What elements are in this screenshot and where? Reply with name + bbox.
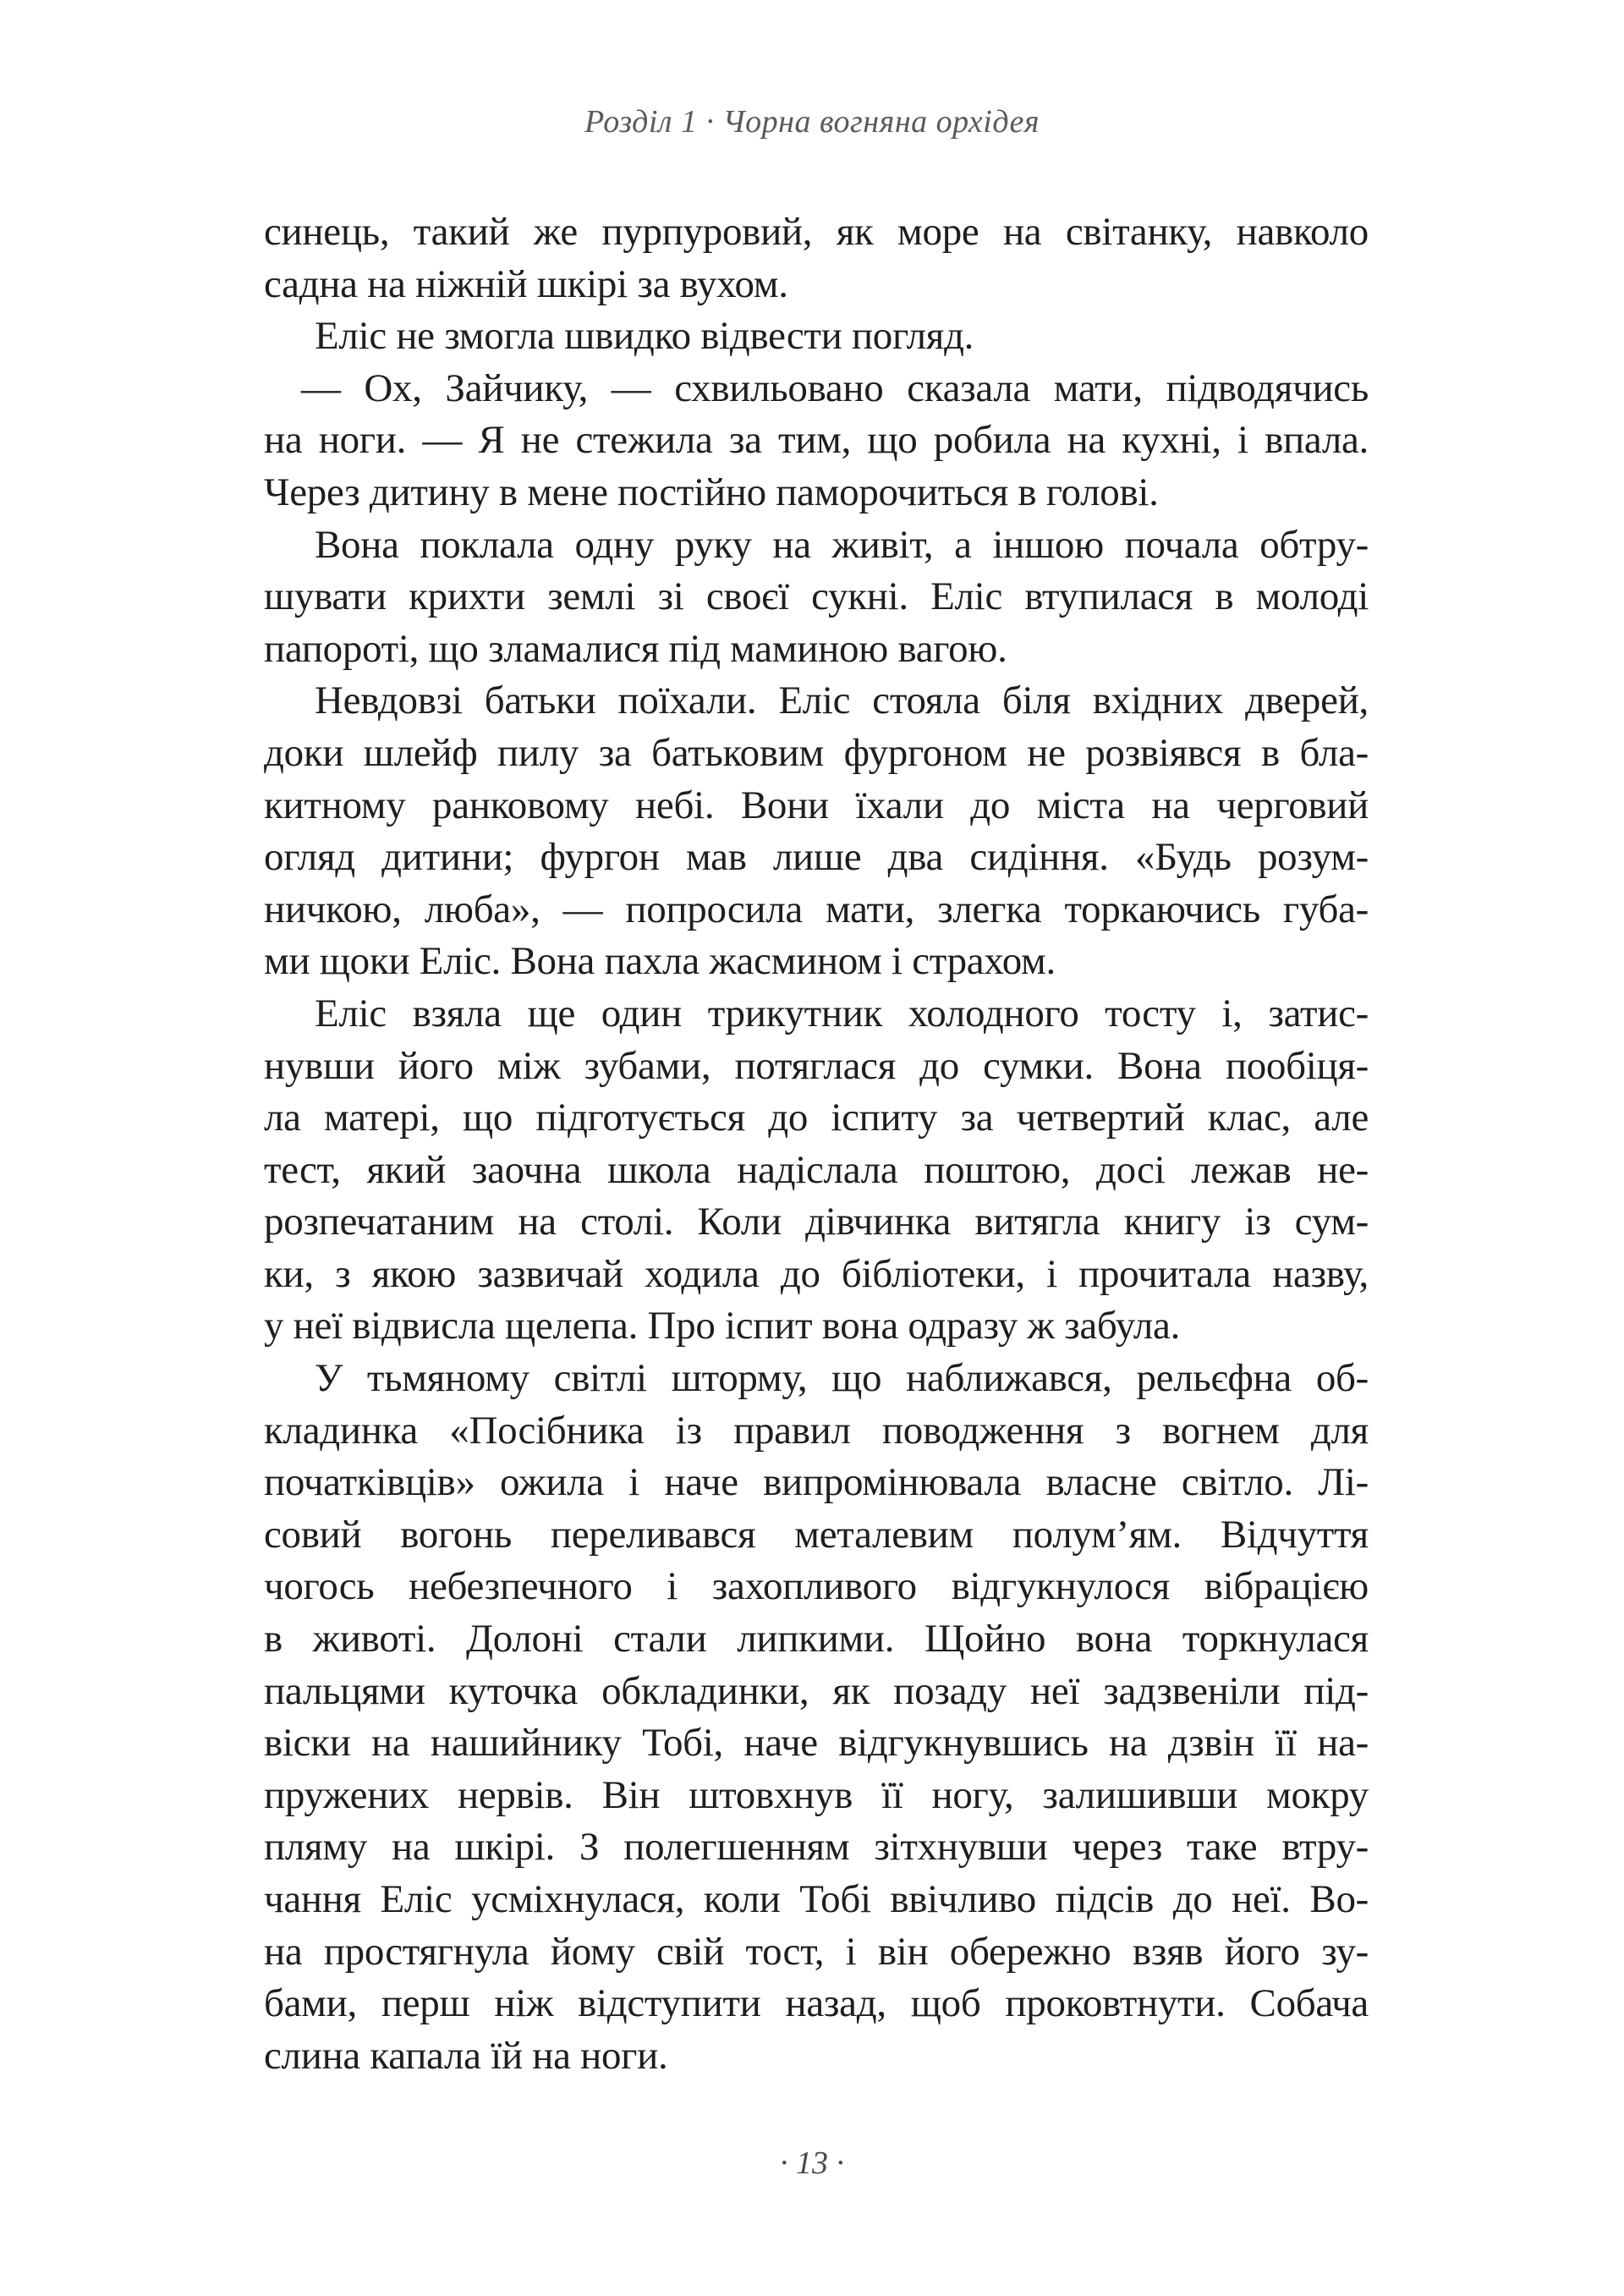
text-line: китному ранковому небі. Вони їхали до міста на черговий [264, 783, 1369, 827]
text-line: Через дитину в мене постійно паморочиться в голові. [264, 470, 1159, 514]
text-line: тест, який заочна школа надіслала поштою, досі лежав не- [264, 1147, 1369, 1192]
text-line: папороті, що зламалися під маминою вагою. [264, 626, 1007, 671]
paragraph [264, 519, 1369, 676]
text-line: шувати крихти землі зі своєї сукні. Еліс втупилася в молоді [264, 574, 1369, 619]
text-line: чання Еліс усміхнулася, коли Тобі ввічливо підсів до неї. Во- [264, 1877, 1369, 1921]
text-line: у неї відвисла щелепа. Про іспит вона одразу ж забула. [264, 1304, 1181, 1348]
text-line: Еліс взяла ще один трикутник холодного тосту і, затис- [315, 991, 1369, 1035]
text-line: кладинка «Посібника із правил поводження з вогнем для [264, 1408, 1369, 1453]
text-line: Еліс не змогла швидко відвести погляд. [315, 314, 974, 359]
text-line: садна на ніжній шкірі за вухом. [264, 261, 788, 306]
text-line: — Ох, Зайчику, — схвильовано сказала мати, підводячись [301, 365, 1369, 410]
text-line: совий вогонь переливався металевим полум’ям. Відчуття [264, 1512, 1369, 1557]
text-line: доки шлейф пилу за батьковим фургоном не розвіявся в бла- [264, 730, 1369, 775]
text-line: синець, такий же пурпуровий, як море на світанку, навколо [264, 210, 1369, 254]
text-line: ла матері, що підготується до іспиту за четвертий клас, але [264, 1096, 1369, 1140]
text-line: огляд дитини; фургон мав лише два сидіння. «Будь розум- [264, 835, 1369, 880]
text-line: віски на нашийнику Тобі, наче відгукнувшись на дзвін її на- [264, 1721, 1369, 1766]
paragraph [264, 1353, 1369, 2082]
text-line: слина капала їй на ноги. [264, 2033, 668, 2078]
running-head: Розділ 1 · Чорна вогняна орхідея [584, 104, 1040, 140]
paragraph [264, 206, 1369, 310]
text-line: пляму на шкірі. З полегшенням зітхнувши через таке втру- [264, 1825, 1369, 1870]
text-line: в животі. Долоні стали липкими. Щойно вона торкнулася [264, 1617, 1369, 1662]
page-number: · 13 · [780, 2145, 844, 2181]
text-line: на простягнула йому свій тост, і він обережно взяв його зу- [264, 1929, 1369, 1974]
text-line: нувши його між зубами, потяглася до сумки. Вона пообіця- [264, 1043, 1369, 1088]
text-line: пружених нервів. Він штовхнув її ногу, залишивши мокру [264, 1772, 1369, 1817]
paragraph [264, 675, 1369, 988]
body-text [264, 206, 1369, 2082]
text-line: бами, перш ніж відступити назад, щоб проковтнути. Собача [264, 1981, 1369, 2026]
paragraph [264, 310, 1369, 363]
paragraph [264, 363, 1369, 519]
text-line: ничкою, люба», — попросила мати, злегка торкаючись губа- [264, 887, 1369, 931]
text-line: початківців» ожила і наче випромінювала власне світло. Лі- [264, 1460, 1369, 1505]
text-line: Невдовзі батьки поїхали. Еліс стояла біля вхідних дверей, [315, 678, 1369, 723]
paragraph [264, 988, 1369, 1353]
text-line: чогось небезпечного і захопливого відгукнулося вібрацією [264, 1564, 1369, 1609]
text-line: У тьмяному світлі шторму, що наближався, рельєфна об- [315, 1356, 1369, 1401]
text-line: Вона поклала одну руку на живіт, а іншою почала обтру- [315, 522, 1369, 567]
text-line: ми щоки Еліс. Вона пахла жасмином і страхом. [264, 939, 1056, 984]
text-line: розпечатаним на столі. Коли дівчинка витягла книгу із сум- [264, 1200, 1369, 1244]
text-line: на ноги. — Я не стежила за тим, що робила на кухні, і впала. [264, 418, 1369, 463]
text-line: ки, з якою зазвичай ходила до бібліотеки, і прочитала назву, [264, 1251, 1369, 1296]
text-line: пальцями куточка обкладинки, як позаду неї задзвеніли під- [264, 1668, 1369, 1713]
